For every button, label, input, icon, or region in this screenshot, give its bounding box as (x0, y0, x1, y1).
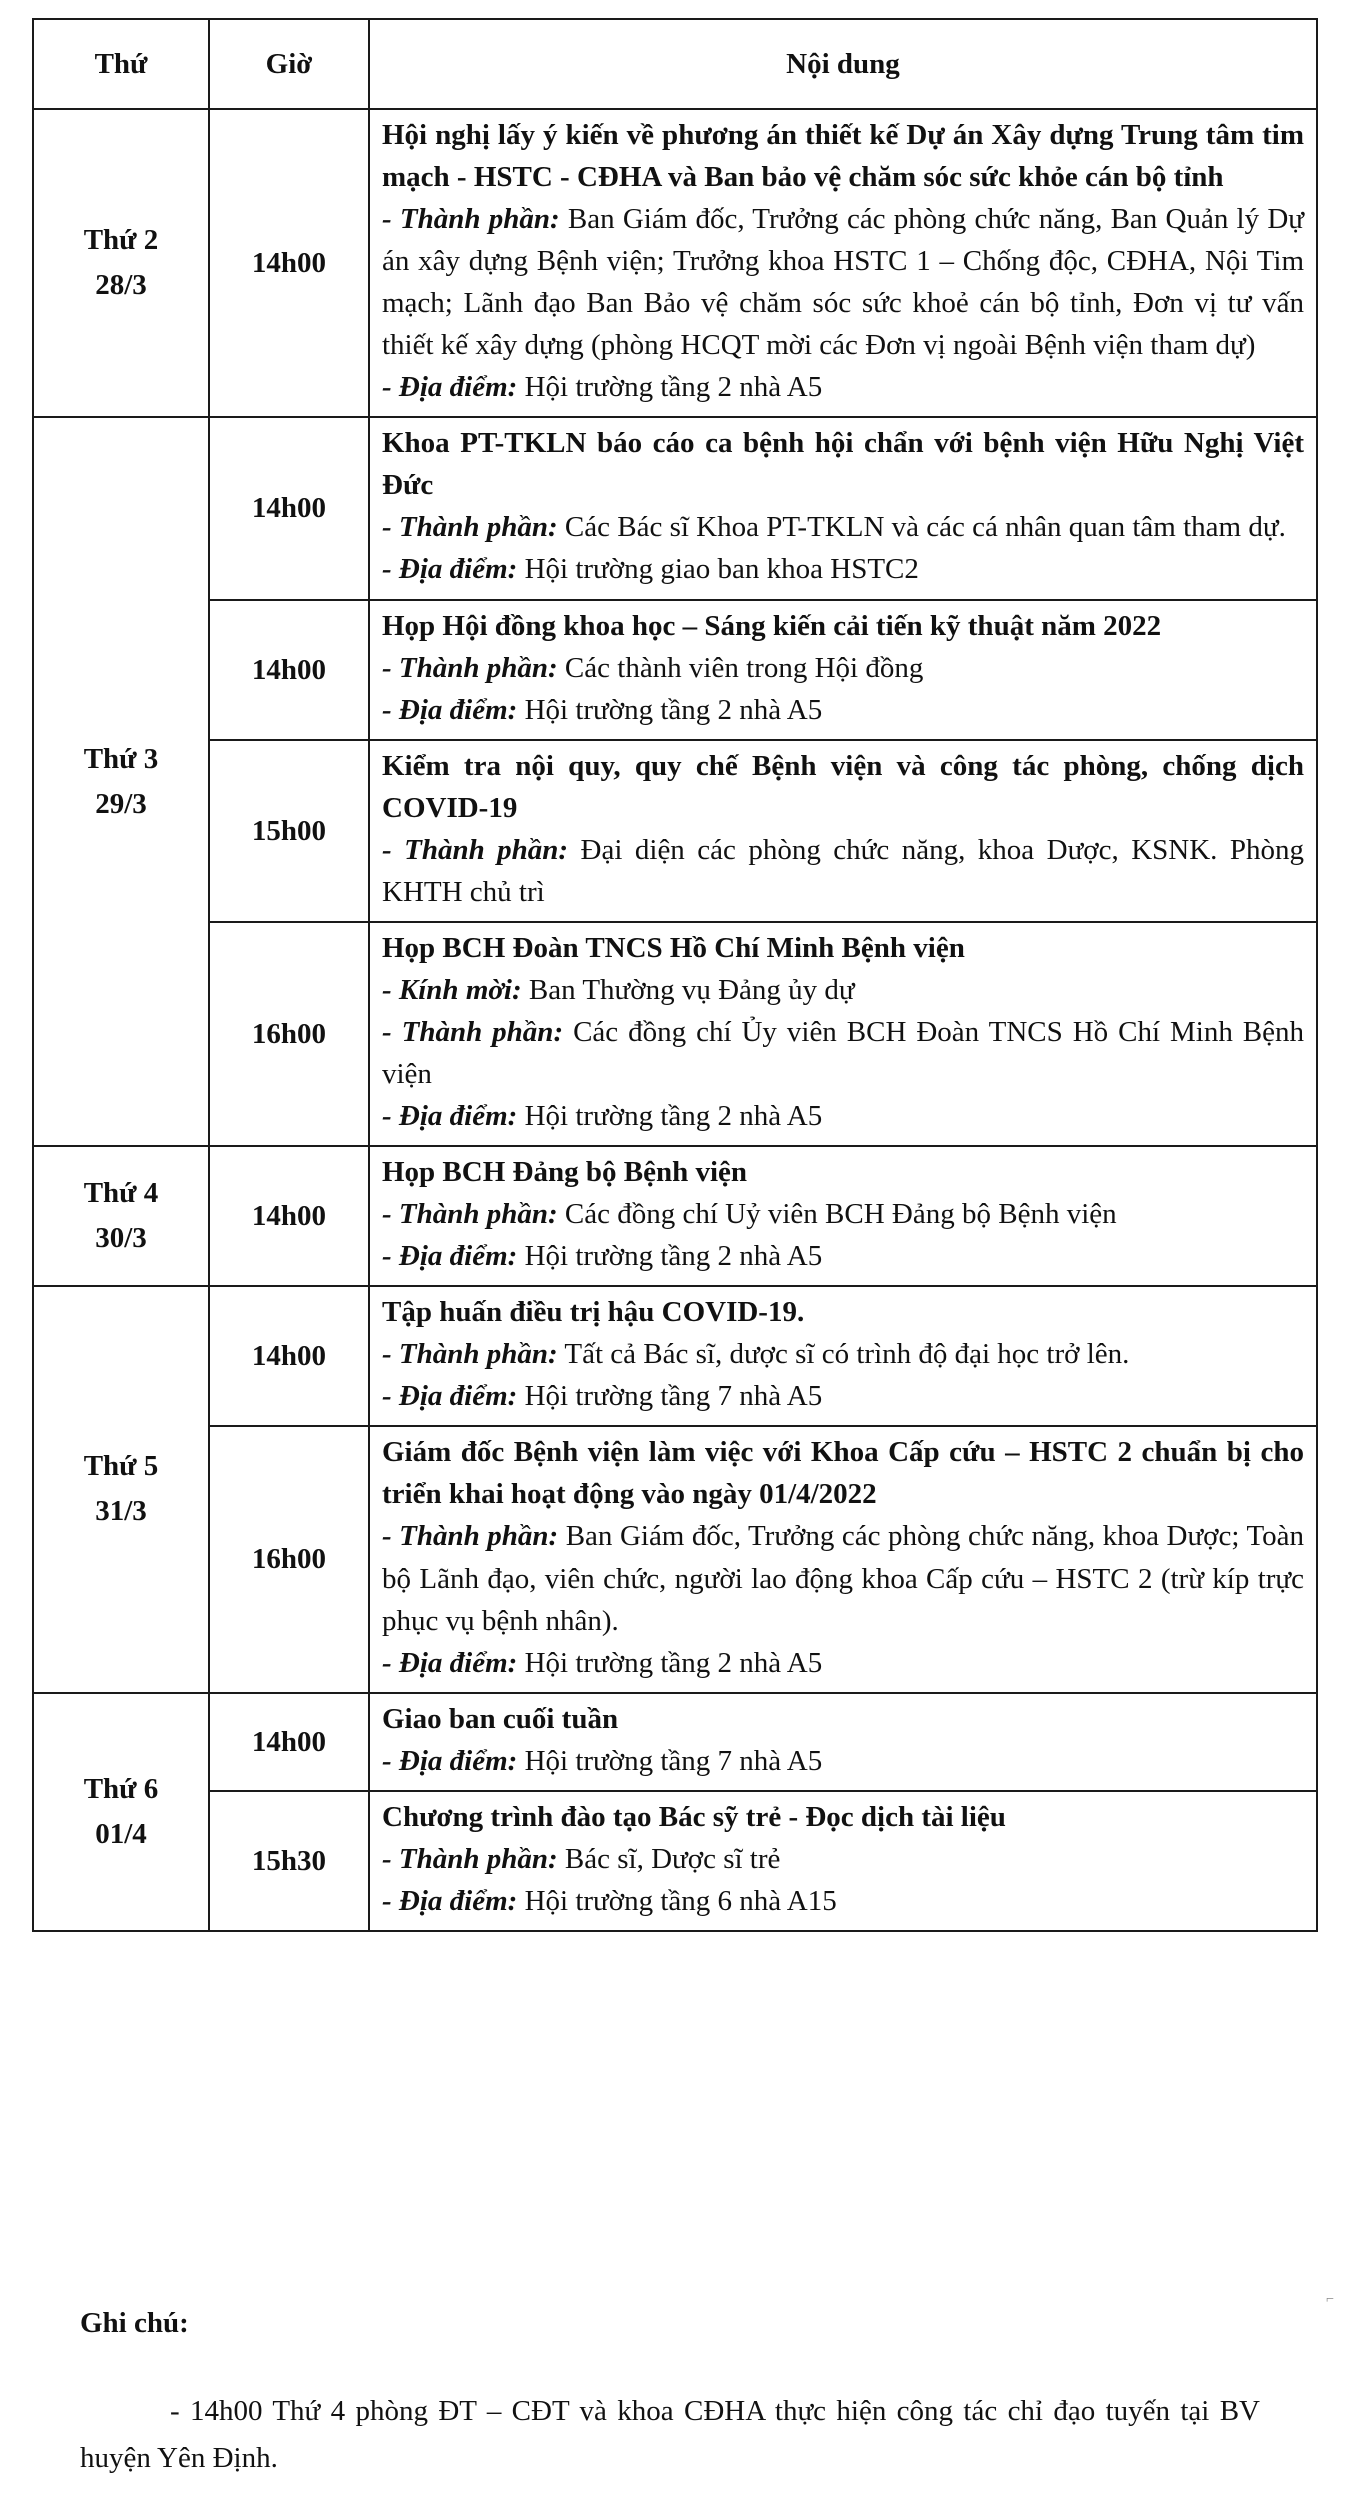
detail-text: Hội trường tầng 2 nhà A5 (517, 371, 823, 404)
event-detail-line (382, 1642, 1304, 1684)
event-time: 14h00 (209, 1693, 369, 1791)
detail-text: Các đồng chí Uỷ viên BCH Đảng bộ Bệnh viện (557, 1198, 1117, 1231)
detail-label: - Thành phần: (382, 203, 560, 236)
event-detail-line (382, 1095, 1304, 1137)
event-detail-line (382, 647, 1304, 689)
event-time: 14h00 (209, 600, 369, 740)
event-row (33, 922, 1317, 1146)
event-title: Giao ban cuối tuần (382, 1702, 619, 1735)
detail-text: Các Bác sĩ Khoa PT-TKLN và các cá nhân quan tâm tham dự. (557, 511, 1286, 544)
event-detail-line (382, 1333, 1304, 1375)
event-title: Họp BCH Đoàn TNCS Hồ Chí Minh Bệnh viện (382, 931, 965, 964)
day-cell (33, 1146, 209, 1286)
event-row (33, 1791, 1317, 1931)
event-detail-line (382, 506, 1304, 548)
detail-text: Ban Giám đốc, Trưởng các phòng chức năng, Ban Quản lý Dự án xây dựng Bệnh viện; Trưởng khoa HSTC 1 – Chống độc, CĐHA, Nội Tim mạch; Lãnh đạo Ban Bảo vệ chăm sóc sức khoẻ cán bộ tỉnh, Đơn vị tư vấn thiết kế xây dựng (phòng HCQT mời các Đơn vị ngoài Bệnh viện tham dự) (382, 203, 1305, 362)
schedule-table (32, 18, 1318, 1932)
day-cell (33, 1693, 209, 1931)
detail-label: - Thành phần: (382, 651, 558, 684)
notes-title: Ghi chú: (80, 2307, 189, 2339)
event-content (369, 417, 1317, 599)
day-weekday: Thứ 2 (83, 224, 159, 257)
day-date: 30/3 (95, 1222, 147, 1255)
detail-label: - Địa điểm: (382, 1240, 518, 1273)
event-content (369, 600, 1317, 740)
schedule-body (33, 109, 1317, 1931)
day-weekday: Thứ 6 (83, 1772, 159, 1805)
event-detail-line (382, 689, 1304, 731)
event-time: 15h00 (209, 740, 369, 922)
detail-text: Ban Thường vụ Đảng ủy dự (521, 973, 855, 1006)
event-detail-line (382, 969, 1304, 1011)
event-detail-line (382, 1235, 1304, 1277)
day-cell (33, 109, 209, 417)
event-content (369, 1426, 1317, 1692)
event-title: Giám đốc Bệnh viện làm việc với Khoa Cấp cứu – HSTC 2 chuẩn bị cho triển khai hoạt động vào ngày 01/4/2022 (382, 1436, 1304, 1511)
event-time: 16h00 (209, 922, 369, 1146)
day-weekday: Thứ 5 (83, 1450, 159, 1483)
event-detail-line (382, 1740, 1304, 1782)
event-detail-line (382, 548, 1304, 590)
detail-label: - Địa điểm: (382, 1884, 518, 1917)
detail-label: - Thành phần: (382, 511, 558, 544)
detail-label: - Địa điểm: (382, 371, 518, 404)
detail-label: - Thành phần: (382, 1338, 558, 1371)
day-date: 28/3 (95, 269, 147, 302)
detail-text: Hội trường tầng 2 nhà A5 (517, 1240, 823, 1273)
notes-body: - 14h00 Thứ 4 phòng ĐT – CĐT và khoa CĐHA thực hiện công tác chỉ đạo tuyến tại BV huyện Yên Định. (80, 2395, 1260, 2474)
event-content (369, 109, 1317, 417)
event-detail-line (382, 1011, 1304, 1095)
day-cell (33, 417, 209, 1146)
event-content (369, 1146, 1317, 1286)
header-time: Giờ (209, 19, 369, 109)
event-detail-line (382, 1515, 1304, 1641)
day-cell (33, 1286, 209, 1692)
event-detail-line (382, 366, 1304, 408)
detail-label: - Địa điểm: (382, 1100, 518, 1133)
event-title: Kiểm tra nội quy, quy chế Bệnh viện và công tác phòng, chống dịch COVID-19 (382, 749, 1304, 824)
detail-text: Hội trường tầng 2 nhà A5 (517, 1646, 823, 1679)
event-detail-line (382, 1880, 1304, 1922)
header-row (33, 19, 1317, 109)
detail-label: - Thành phần: (382, 833, 569, 866)
detail-label: - Kính mời: (382, 973, 522, 1006)
event-detail-line (382, 1838, 1304, 1880)
detail-text: Bác sĩ, Dược sĩ trẻ (557, 1842, 781, 1875)
detail-label: - Thành phần: (382, 1520, 559, 1553)
event-detail-line (382, 198, 1304, 366)
detail-text: Hội trường tầng 7 nhà A5 (517, 1744, 823, 1777)
event-time: 14h00 (209, 109, 369, 417)
detail-text: Hội trường tầng 7 nhà A5 (517, 1380, 823, 1413)
event-row (33, 1146, 1317, 1286)
day-weekday: Thứ 4 (83, 1177, 159, 1210)
event-content (369, 922, 1317, 1146)
detail-label: - Địa điểm: (382, 1744, 518, 1777)
detail-text: Đại diện các phòng chức năng, khoa Dược, KSNK. Phòng KHTH chủ trì (382, 833, 1304, 908)
detail-text: Tất cả Bác sĩ, dược sĩ có trình độ đại học trở lên. (557, 1338, 1130, 1371)
header-content: Nội dung (369, 19, 1317, 109)
event-content (369, 1693, 1317, 1791)
day-weekday: Thứ 3 (83, 742, 159, 775)
page-corner-mark: ⌐ (1326, 2292, 1334, 2307)
event-row (33, 600, 1317, 740)
event-title: Hội nghị lấy ý kiến về phương án thiết kế Dự án Xây dựng Trung tâm tim mạch - HSTC - CĐHA và Ban bảo vệ chăm sóc sức khỏe cán bộ tỉnh (382, 119, 1304, 194)
event-detail-line (382, 829, 1304, 913)
detail-label: - Địa điểm: (382, 1646, 518, 1679)
detail-label: - Thành phần: (382, 1842, 558, 1875)
header-day: Thứ (33, 19, 209, 109)
detail-label: - Thành phần: (382, 1015, 564, 1048)
detail-text: Các đồng chí Ủy viên BCH Đoàn TNCS Hồ Chí Minh Bệnh viện (382, 1015, 1305, 1090)
event-time: 15h30 (209, 1791, 369, 1931)
day-date: 01/4 (95, 1817, 147, 1850)
event-time: 14h00 (209, 1146, 369, 1286)
event-title: Chương trình đào tạo Bác sỹ trẻ - Đọc dịch tài liệu (382, 1800, 1006, 1833)
event-row (33, 740, 1317, 922)
notes-section (80, 2300, 1280, 2481)
event-content (369, 740, 1317, 922)
event-content (369, 1286, 1317, 1426)
detail-text: Hội trường tầng 2 nhà A5 (517, 1100, 823, 1133)
event-row (33, 1693, 1317, 1791)
day-date: 31/3 (95, 1495, 147, 1528)
detail-label: - Địa điểm: (382, 553, 518, 586)
event-title: Tập huấn điều trị hậu COVID-19. (382, 1296, 805, 1329)
event-title: Họp Hội đồng khoa học – Sáng kiến cải tiến kỹ thuật năm 2022 (382, 609, 1162, 642)
event-detail-line (382, 1375, 1304, 1417)
detail-text: Hội trường tầng 2 nhà A5 (517, 693, 823, 726)
event-title: Khoa PT-TKLN báo cáo ca bệnh hội chẩn với bệnh viện Hữu Nghị Việt Đức (382, 427, 1304, 502)
event-row (33, 417, 1317, 599)
day-date: 29/3 (95, 787, 147, 820)
detail-text: Hội trường giao ban khoa HSTC2 (517, 553, 919, 586)
detail-text: Các thành viên trong Hội đồng (557, 651, 924, 684)
detail-text: Ban Giám đốc, Trưởng các phòng chức năng, khoa Dược; Toàn bộ Lãnh đạo, viên chức, người lao động khoa Cấp cứu – HSTC 2 (trừ kíp trực phục vụ bệnh nhân). (382, 1520, 1304, 1637)
event-detail-line (382, 1193, 1304, 1235)
event-row (33, 109, 1317, 417)
event-time: 14h00 (209, 417, 369, 599)
detail-label: - Địa điểm: (382, 1380, 518, 1413)
detail-label: - Địa điểm: (382, 693, 518, 726)
detail-text: Hội trường tầng 6 nhà A15 (517, 1884, 837, 1917)
event-time: 14h00 (209, 1286, 369, 1426)
event-row (33, 1286, 1317, 1426)
event-row (33, 1426, 1317, 1692)
event-time: 16h00 (209, 1426, 369, 1692)
event-content (369, 1791, 1317, 1931)
detail-label: - Thành phần: (382, 1198, 558, 1231)
event-title: Họp BCH Đảng bộ Bệnh viện (382, 1156, 748, 1189)
